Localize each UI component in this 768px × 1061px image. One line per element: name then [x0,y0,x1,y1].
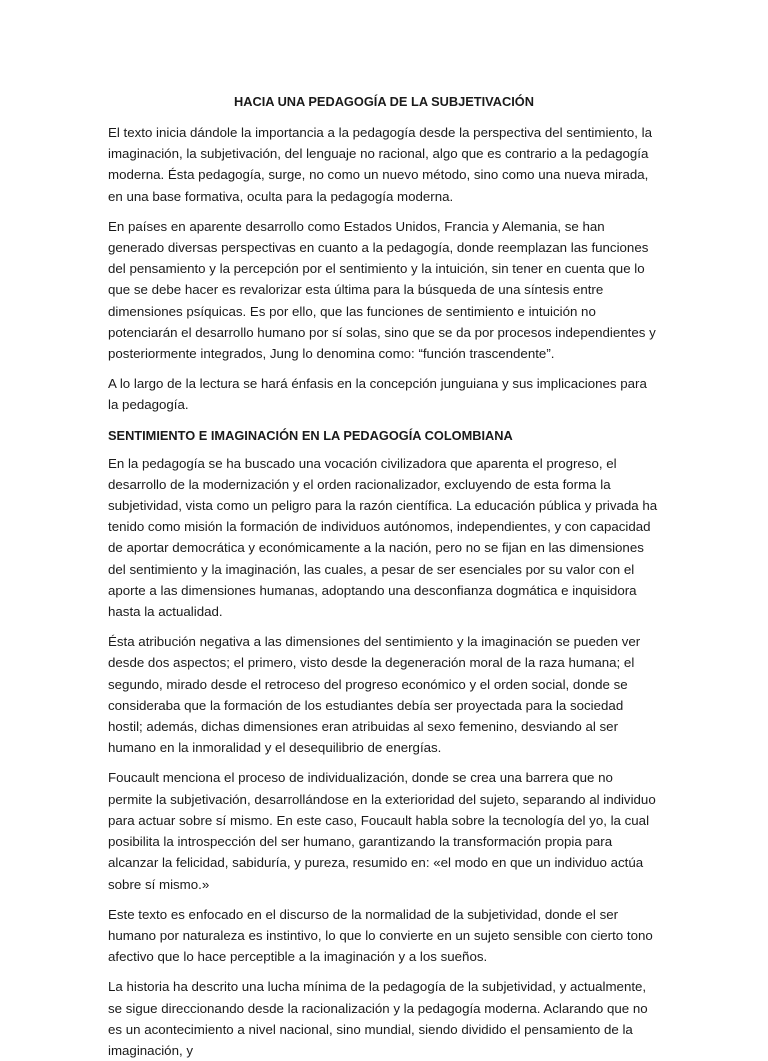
section-paragraph-5: La historia ha descrito una lucha mínima de la pedagogía de la subjetividad, y actualmente, se sigue direccionando desde la racionalización y la pedagogía moderna. Aclarando que no es un acontecimiento a nivel nacional, sino mundial, siendo dividido el pensamiento de la imaginación, y [108,979,648,1058]
intro-paragraph-3: A lo largo de la lectura se hará énfasis en la concepción junguiana y sus implicaciones para la pedagogía. [108,376,647,413]
section-heading: SENTIMIENTO E IMAGINACIÓN EN LA PEDAGOGÍA COLOMBIANA [108,427,513,443]
intro-paragraph-2: En países en aparente desarrollo como Estados Unidos, Francia y Alemania, se han generado diversas perspectivas en cuanto a la pedagogía, donde reemplazan las funciones del pensamiento y la percepción por el sentimiento y la intuición, sin tener en cuenta que lo que se debe hacer es revalorizar esta última para la búsqueda de una síntesis entre dimensiones psíquicas. Es por ello, que las funciones de sentimiento e intuición no potenciarán el desarrollo humano por sí solas, sino que se da por procesos independientes y posteriormente integrados, Jung lo denomina como: “función trascendente”. [108,218,656,362]
intro-paragraph-1: El texto inicia dándole la importancia a la pedagogía desde la perspectiva del sentimiento, la imaginación, la subjetivación, del lenguaje no racional, algo que es contrario a la pedagogía moderna. Ésta pedagogía, surge, no como un nuevo método, sino como una nueva mirada, en una base formativa, oculta para la pedagogía moderna. [108,125,653,204]
section-paragraph-4: Este texto es enfocado en el discurso de la normalidad de la subjetividad, donde el ser humano por naturaleza es instintivo, lo que lo convierte en un sujeto sensible con cierto tono afectivo que lo hace perceptible a la imaginación y a los sueños. [108,906,653,965]
section-paragraph-1: En la pedagogía se ha buscado una vocación civilizadora que aparenta el progreso, el desarrollo de la modernización y el orden racionalizador, excluyendo de esta forma la subjetividad, vista como un peligro para la razón científica. La educación pública y privada ha tenido como misión la formación de individuos autónomos, independientes, y con capacidad de aportar democrática y económicamente a la nación, pero no se fijan en las dimensiones del sentimiento y la imaginación, las cuales, a pesar de ser esenciales por su valor con el aporte a las dimensiones humanas, adoptando una desconfianza dogmática e inquisidora hasta la actualidad. [108,455,658,620]
document-title: HACIA UNA PEDAGOGÍA DE LA SUBJETIVACIÓN [233,94,535,109]
section-paragraph-3: Foucault menciona el proceso de individualización, donde se crea una barrera que no permite la subjetivación, desarrollándose en la exterioridad del sujeto, separando al individuo para actuar sobre sí mismo. En este caso, Foucault habla sobre la tecnología del yo, la cual posibilita la introspección del ser humano, garantizando la transformación propia para alcanzar la felicidad, sabiduría, y pureza, resumido en: «el modo en que un individuo actúa sobre sí mismo.» [108,770,656,892]
section-paragraph-2: Ésta atribución negativa a las dimensiones del sentimiento y la imaginación se pueden ver desde dos aspectos; el primero, visto desde la degeneración moral de la raza humana; el segundo, mirado desde el retroceso del progreso económico y el orden social, donde se consideraba que la formación de los estudiantes debía ser proyectada para la sociedad hostil; además, dichas dimensiones eran atribuidas al sexo femenino, desviando al ser humano en la inmoralidad y el desequilibrio de energías. [108,634,641,756]
